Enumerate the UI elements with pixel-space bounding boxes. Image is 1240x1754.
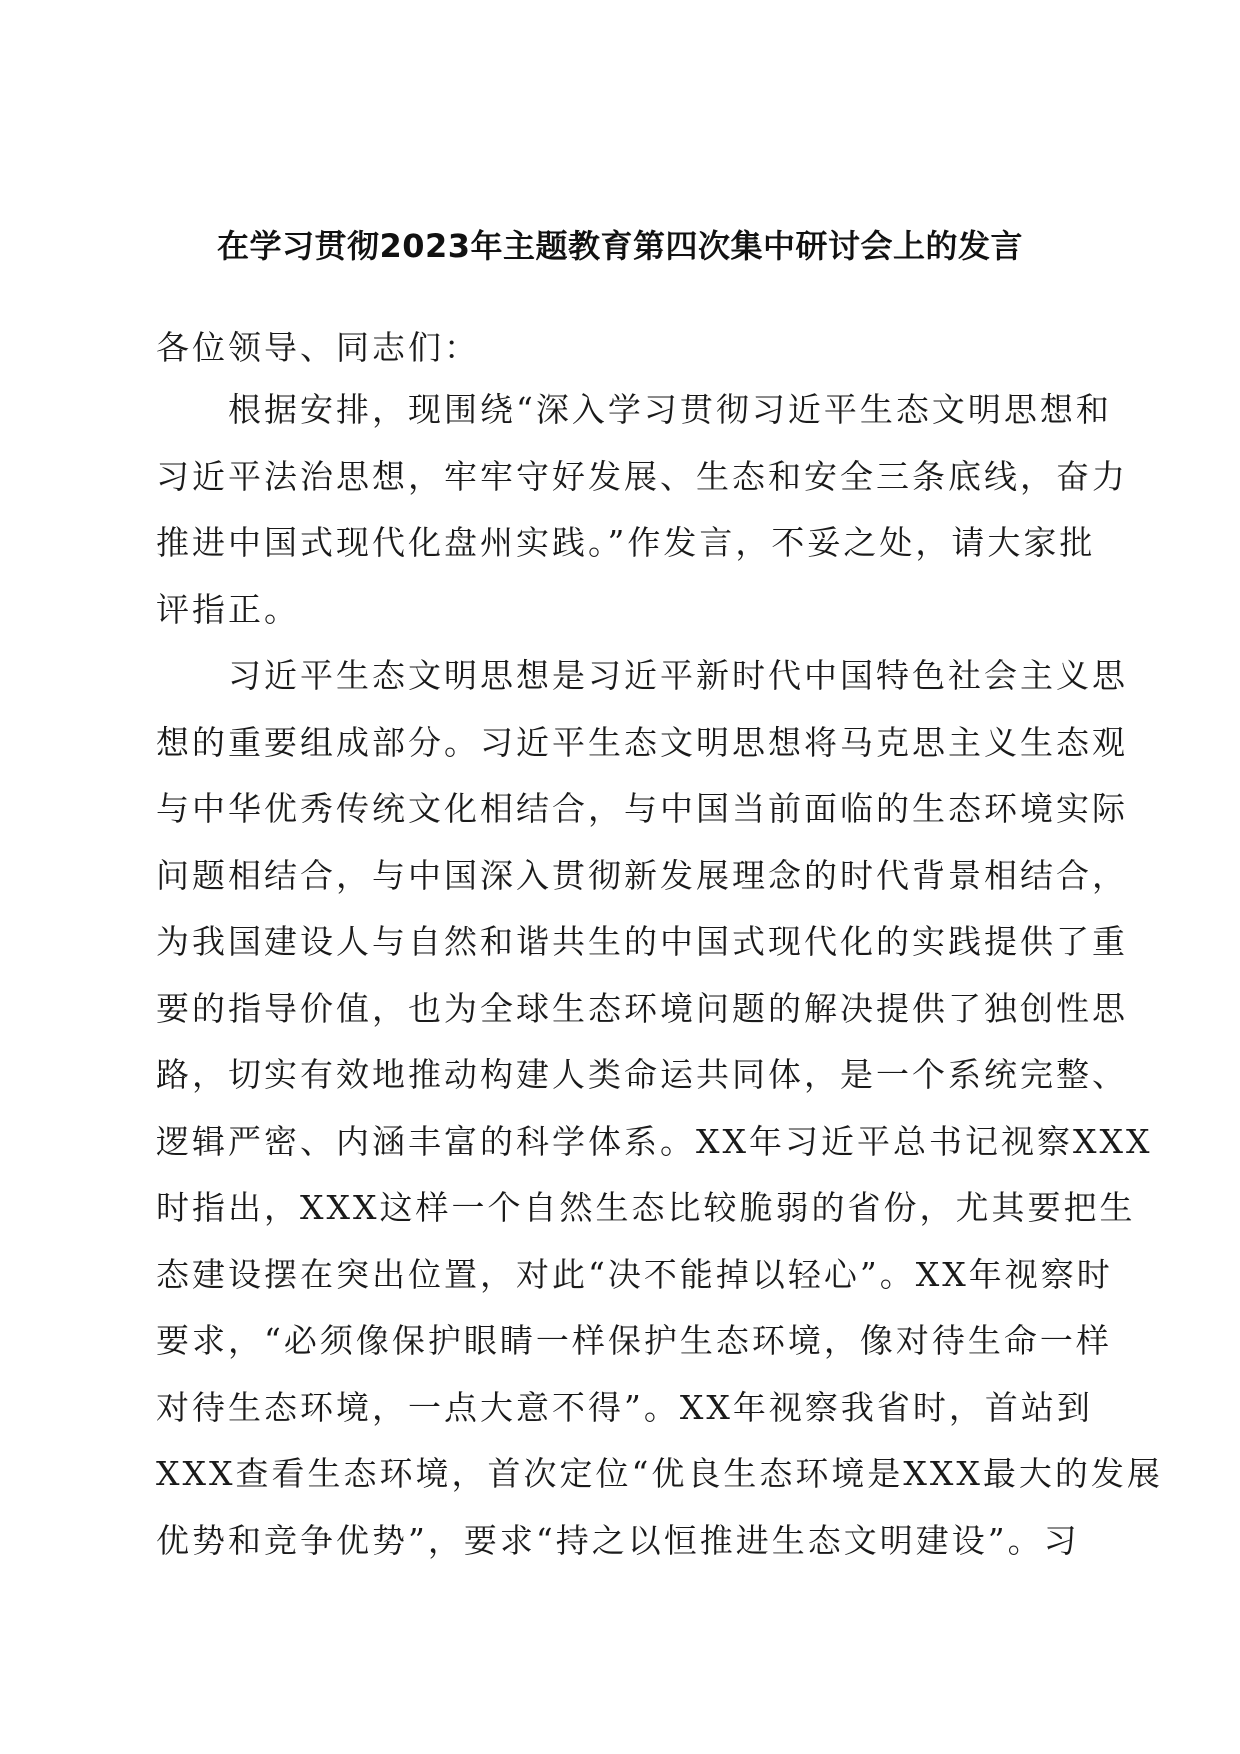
text-line: 问题相结合，与中国深入贯彻新发展理念的时代背景相结合， (156, 855, 1128, 895)
text-line: 评指正。 (156, 589, 300, 629)
text-line: 态建设摆在突出位置，对此“决不能掉以轻心”。XX年视察时 (156, 1254, 1113, 1294)
document-body (156, 388, 1163, 1585)
text-line: 要求，“必须像保护眼睛一样保护生态环境，像对待生命一样 (156, 1321, 1112, 1360)
text-line: 习近平法治思想，牢牢守好发展、生态和安全三条底线，奋力 (156, 456, 1128, 496)
text-line: 路，切实有效地推动构建人类命运共同体，是一个系统完整、 (156, 1055, 1128, 1094)
document-title: 在学习贯彻2023年主题教育第四次集中研讨会上的发言 (216, 227, 1024, 265)
text-line: 逻辑严密、内涵丰富的科学体系。XX年习近平总书记视察XXX (156, 1121, 1153, 1161)
text-line: 要的指导价值，也为全球生态环境问题的解决提供了独创性思 (156, 988, 1128, 1028)
text-line: 对待生态环境，一点大意不得”。XX年视察我省时，首站到 (156, 1387, 1093, 1427)
text-line: 习近平生态文明思想是习近平新时代中国特色社会主义思 (156, 656, 1128, 695)
text-line: 推进中国式现代化盘州实践。”作发言，不妥之处，请大家批 (156, 523, 1096, 562)
text-line: 与中华优秀传统文化相结合，与中国当前面临的生态环境实际 (156, 789, 1128, 828)
paragraph-1 (156, 388, 1128, 654)
text-line: 为我国建设人与自然和谐共生的中国式现代化的实践提供了重 (156, 922, 1128, 961)
text-line: 想的重要组成部分。习近平生态文明思想将马克思主义生态观 (156, 722, 1128, 762)
text-line: XXX查看生态环境，首次定位“优良生态环境是XXX最大的发展 (156, 1454, 1163, 1493)
text-line: 时指出，XXX这样一个自然生态比较脆弱的省份，尤其要把生 (156, 1188, 1136, 1227)
text-line: 根据安排，现围绕“深入学习贯彻习近平生态文明思想和 (156, 390, 1112, 429)
paragraph-2 (156, 654, 1163, 1585)
text-line: 优势和竞争优势”，要求“持之以恒推进生态文明建设”。习 (156, 1520, 1080, 1560)
greeting: 各位领导、同志们： (156, 328, 480, 367)
